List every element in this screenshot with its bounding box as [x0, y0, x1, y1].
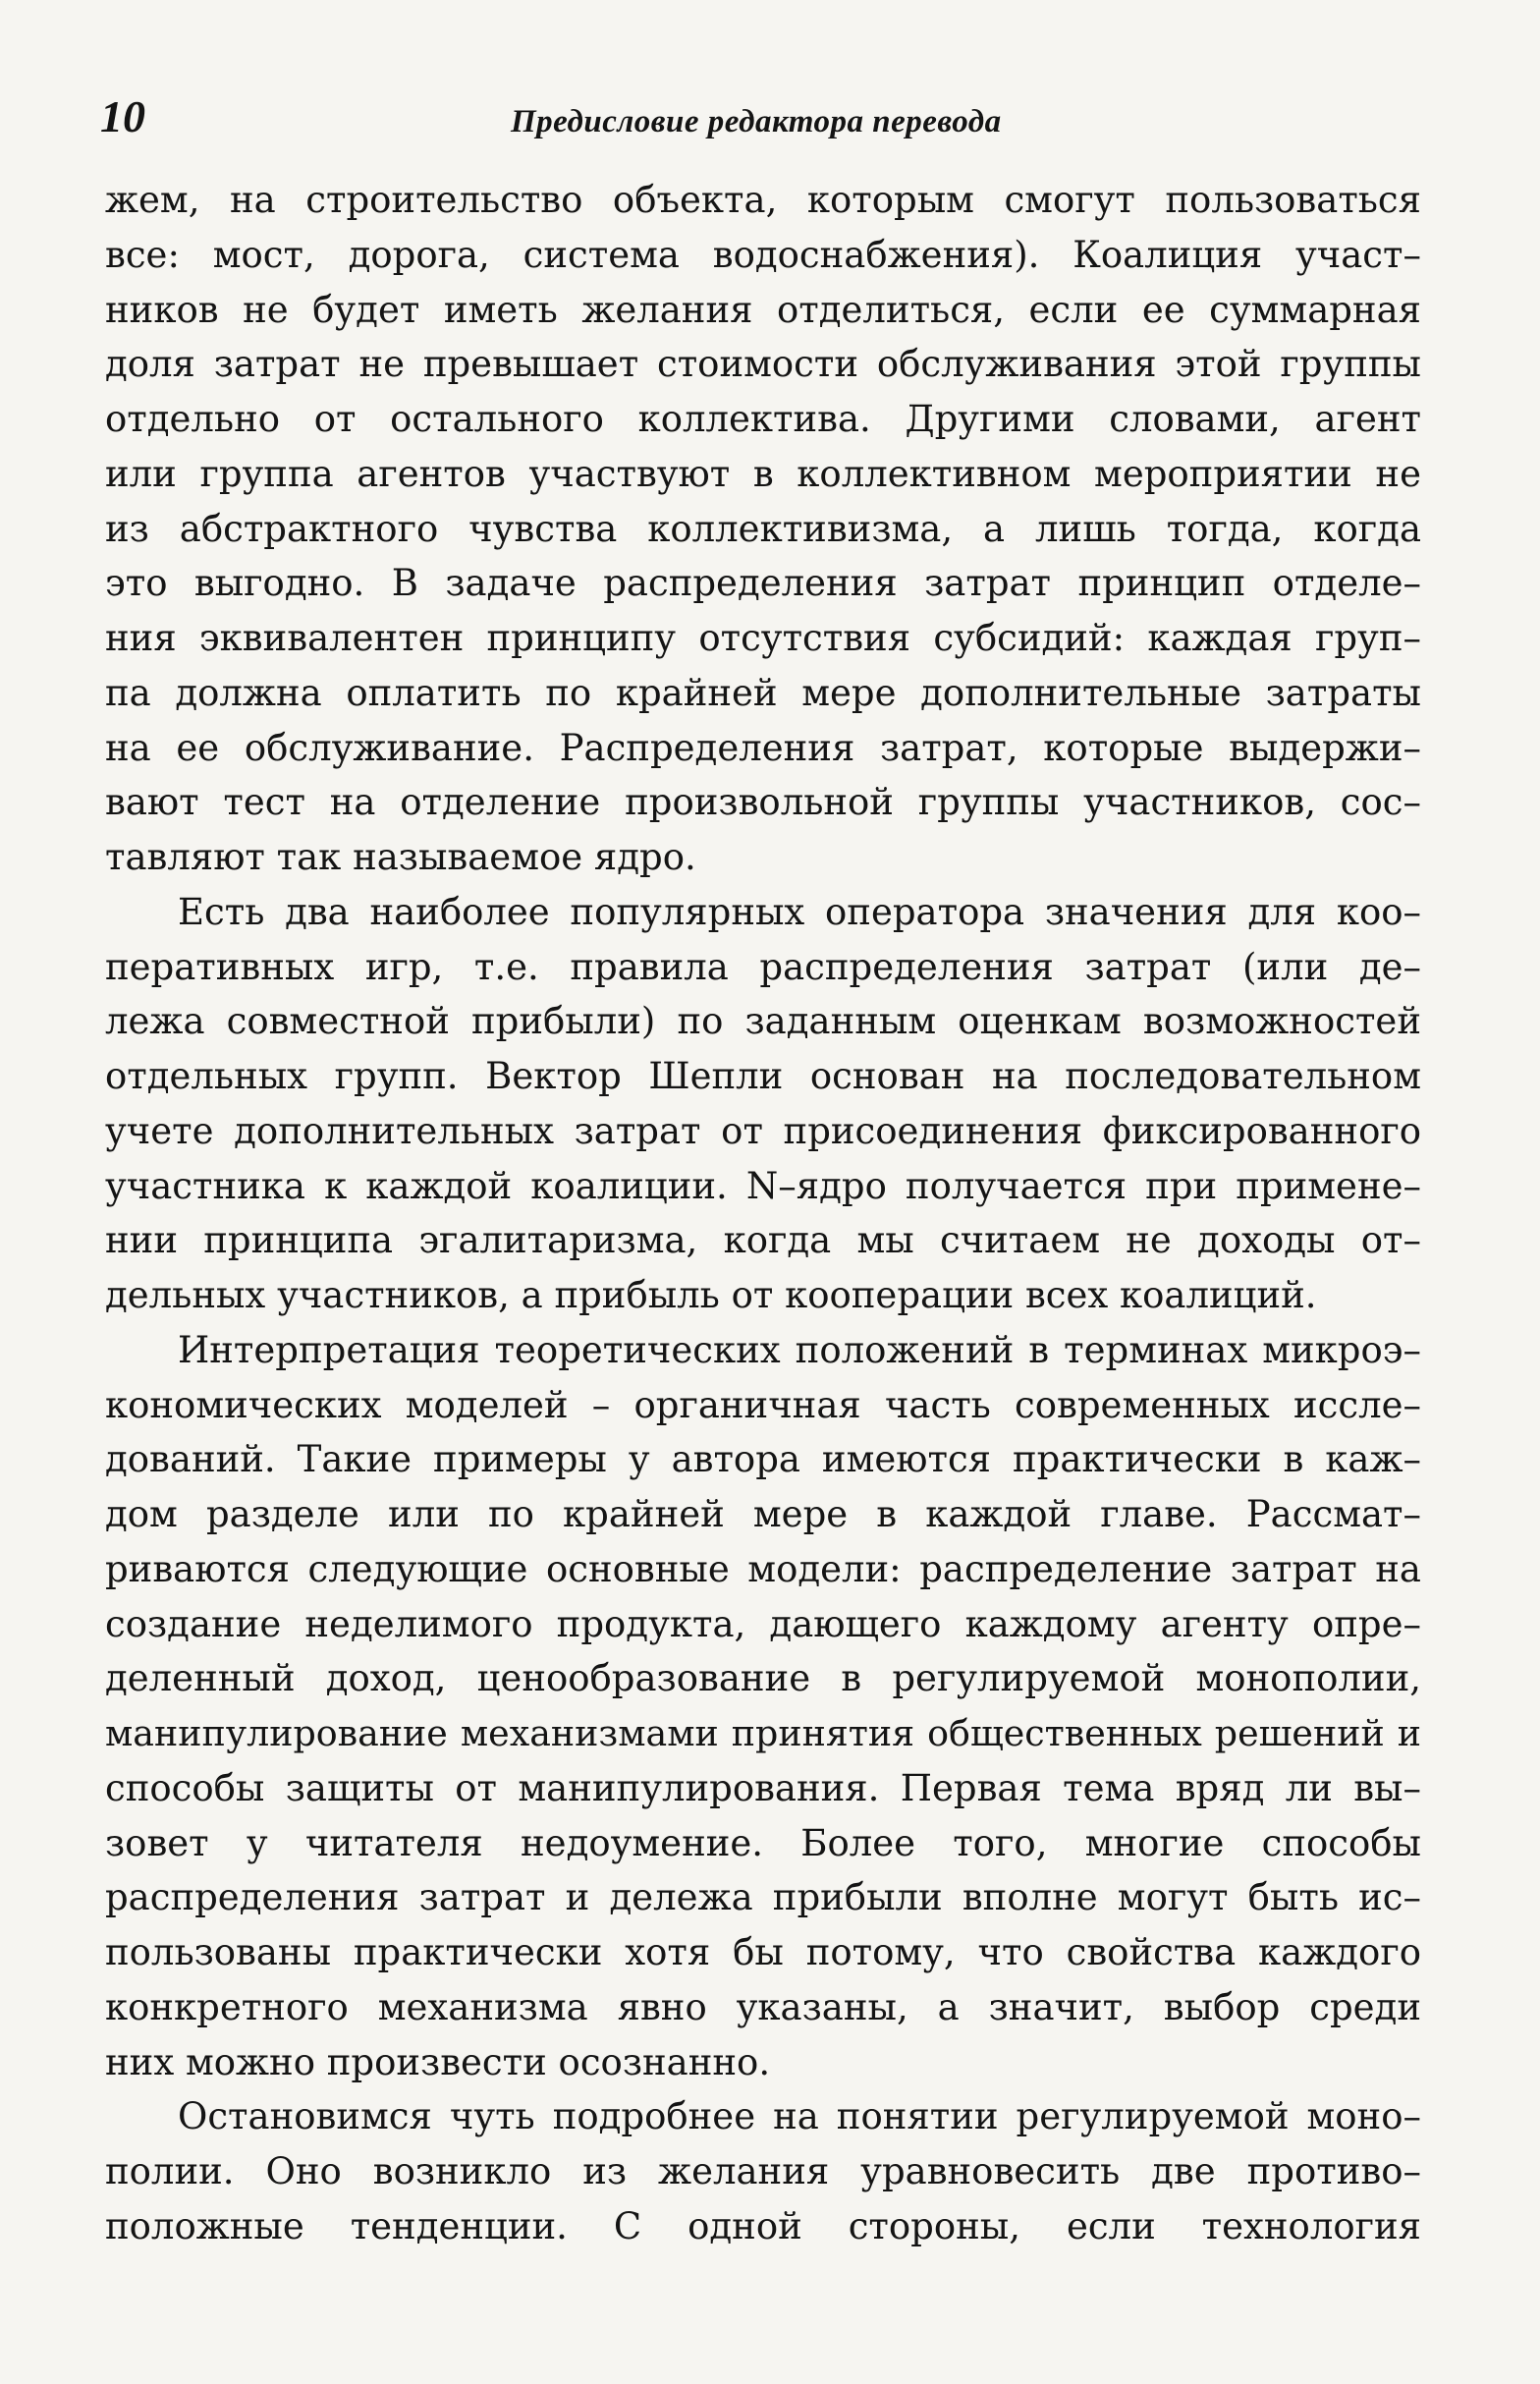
text-line: па должна оплатить по крайней мере дополнительные затраты	[105, 671, 1421, 714]
text-line: дом разделе или по крайней мере в каждой главе. Рассмат–	[105, 1493, 1421, 1535]
text-line: создание неделимого продукта, дающего каждому агенту опре–	[105, 1602, 1421, 1645]
body-text	[105, 173, 1421, 2254]
running-title: Предисловие редактора перевода	[511, 104, 1002, 139]
text-line: тавляют так называемое ядро.	[105, 836, 696, 878]
text-line: пользованы практически хотя бы потому, что свойства каждого	[105, 1931, 1421, 1973]
text-line: кономических моделей – органичная часть современных иссле–	[105, 1383, 1421, 1426]
text-line: жем, на строительство объекта, которым смогут пользоваться	[105, 179, 1421, 221]
paragraph-1	[105, 173, 1421, 885]
text-line: дельных участников, а прибыль от кооперации всех коалиций.	[105, 1274, 1317, 1316]
text-line: из абстрактного чувства коллективизма, а лишь тогда, когда	[105, 507, 1421, 550]
text-line: деленный доход, ценообразование в регулируемой монополии,	[105, 1657, 1421, 1700]
text-line: перативных игр, т.е. правила распределения затрат (или де–	[105, 945, 1421, 988]
text-line: распределения затрат и дележа прибыли вполне могут быть ис–	[105, 1876, 1421, 1919]
text-line: Есть два наиболее популярных оператора значения для коо–	[178, 890, 1421, 933]
text-line: вают тест на отделение произвольной группы участников, сос–	[105, 781, 1421, 824]
text-line: учете дополнительных затрат от присоединения фиксированного	[105, 1109, 1421, 1152]
text-line: ников не будет иметь желания отделиться, если ее суммарная	[105, 288, 1421, 331]
text-line: участника к каждой коалиции. N–ядро получается при примене–	[105, 1164, 1421, 1207]
text-line: них можно произвести осознанно.	[105, 2040, 771, 2083]
text-line: это выгодно. В задаче распределения затрат принцип отделе–	[105, 562, 1421, 605]
text-line: способы защиты от манипулирования. Первая тема вряд ли вы–	[105, 1766, 1421, 1809]
text-line: доля затрат не превышает стоимости обслуживания этой группы	[105, 343, 1421, 386]
paragraph-3	[105, 1323, 1421, 2090]
text-line: положные тенденции. С одной стороны, если технология	[105, 2204, 1421, 2247]
text-line: нии принципа эгалитаризма, когда мы считаем не доходы от–	[105, 1219, 1421, 1262]
text-line: риваются следующие основные модели: распределение затрат на	[105, 1547, 1421, 1590]
text-line: дований. Такие примеры у автора имеются практически в каж–	[105, 1438, 1421, 1481]
text-line: все: мост, дорога, система водоснабжения). Коалиция участ–	[105, 233, 1421, 276]
text-line: лежа совместной прибыли) по заданным оценкам возможностей	[105, 1000, 1421, 1043]
text-line: отдельно от остального коллектива. Другими словами, агент	[105, 398, 1421, 440]
page-number: 10	[100, 91, 145, 141]
text-line: или группа агентов участвуют в коллективном мероприятии не	[105, 452, 1421, 495]
text-line: конкретного механизма явно указаны, а значит, выбор среди	[105, 1985, 1421, 2028]
text-line: ния эквивалентен принципу отсутствия субсидий: каждая груп–	[105, 617, 1421, 659]
text-line: отдельных групп. Вектор Шепли основан на последовательном	[105, 1055, 1421, 1097]
text-line: Интерпретация теоретических положений в терминах микроэ–	[178, 1328, 1421, 1371]
paragraph-2	[105, 885, 1421, 1323]
text-line: Остановимся чуть подробнее на понятии регулируемой моно–	[178, 2095, 1421, 2138]
text-line: на ее обслуживание. Распределения затрат, которые выдержи–	[105, 726, 1421, 769]
text-line: манипулирование механизмами принятия общественных решений и	[105, 1712, 1421, 1754]
text-line: полии. Оно возникло из желания уравновесить две противо–	[105, 2150, 1421, 2192]
text-line: зовет у читателя недоумение. Более того, многие способы	[105, 1821, 1421, 1864]
paragraph-4	[105, 2089, 1421, 2253]
